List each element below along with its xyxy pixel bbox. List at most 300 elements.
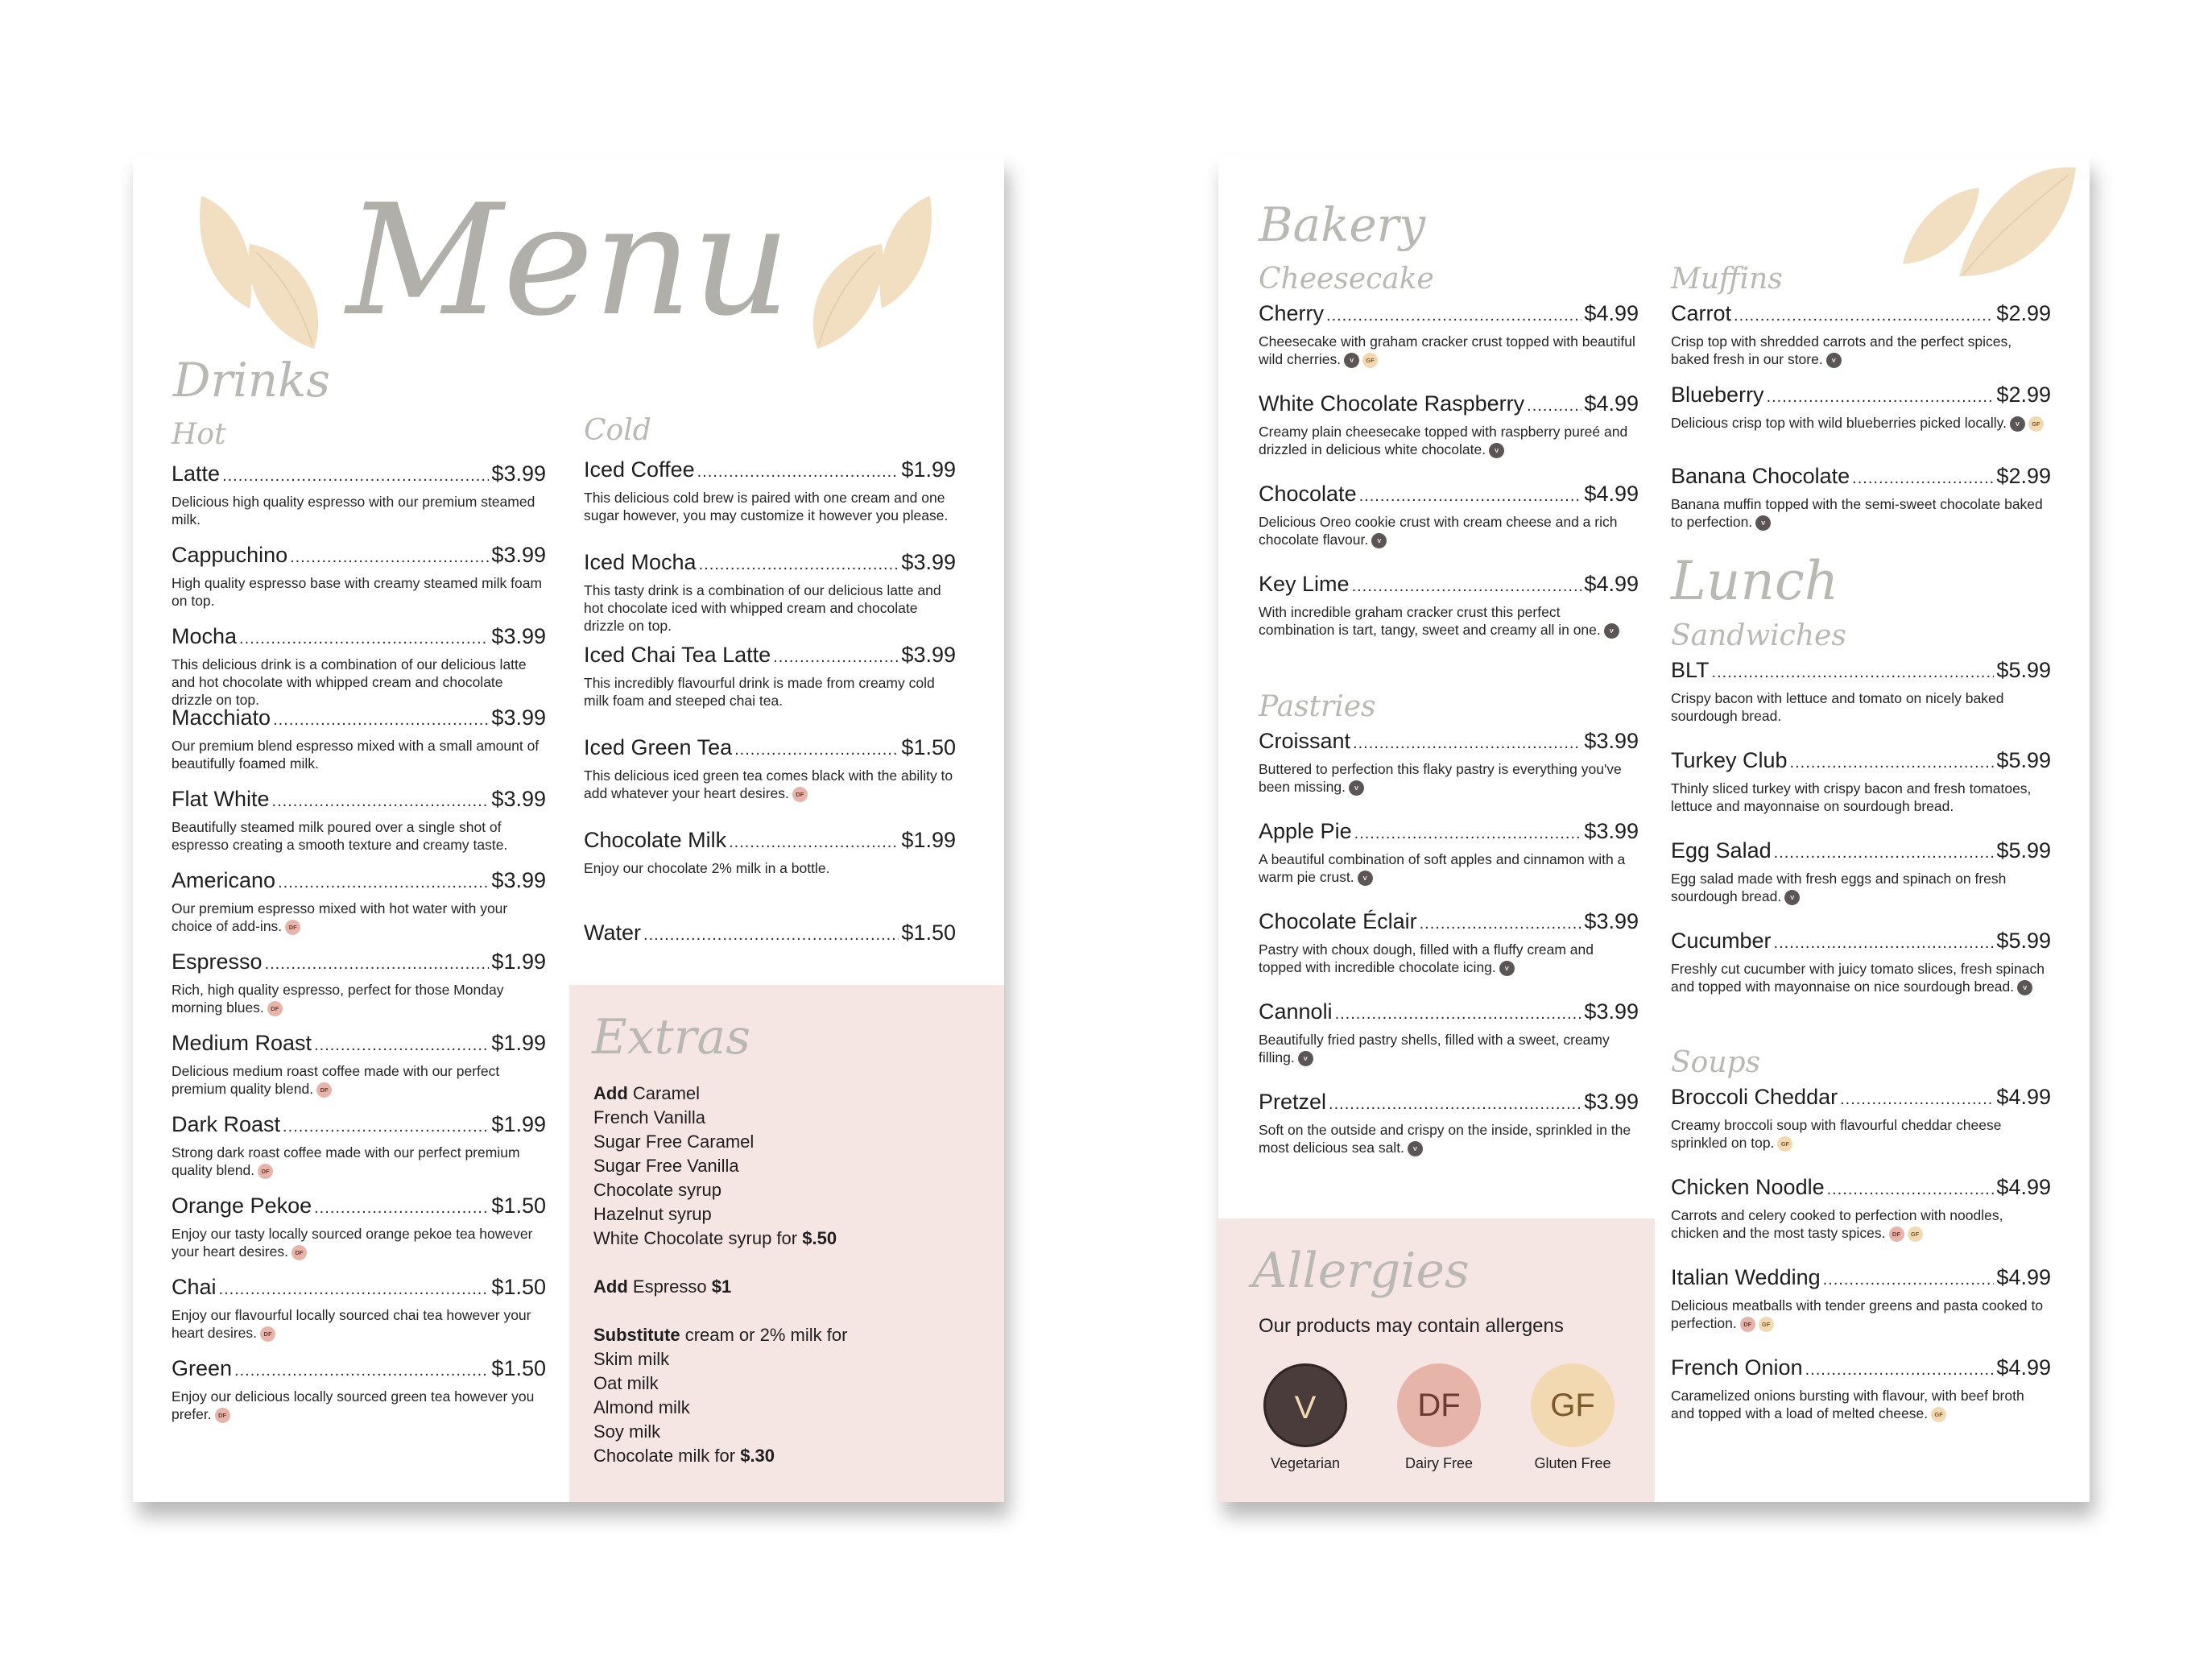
dot-leader [1774, 929, 1995, 957]
item-description [172, 737, 546, 772]
gf-tag-icon: GF [1759, 1317, 1774, 1332]
menu-item-row [172, 1355, 546, 1384]
description-text: This delicious iced green tea comes black with the ability to add whatever your heart desires. [584, 767, 953, 801]
menu-item-row [1671, 927, 2051, 957]
menu-item-row [584, 734, 956, 763]
item-price: $4.99 [1996, 1355, 2051, 1380]
menu-item [584, 456, 956, 524]
item-name: Iced Chai Tea Latte [584, 643, 771, 667]
milk-option: Chocolate milk for [593, 1446, 736, 1466]
dot-leader [1767, 383, 1995, 411]
menu-item-row [172, 623, 546, 652]
lunch-heading: Lunch [1671, 550, 1839, 612]
description-text: Enjoy our chocolate 2% milk in a bottle. [584, 860, 830, 876]
item-description [1259, 513, 1639, 548]
description-text: Pastry with choux dough, filled with a fluffy cream and topped with incredible chocolate icing. [1259, 941, 1594, 975]
menu-item-row [1671, 1083, 2051, 1113]
description-text: Our premium blend espresso mixed with a small amount of beautifully foamed milk. [172, 738, 540, 772]
extra-option: Sugar Free Vanilla [593, 1156, 739, 1176]
item-name: Iced Mocha [584, 550, 697, 574]
item-price: $2.99 [1996, 464, 2051, 488]
description-text: Strong dark roast coffee made with our perfect premium quality blend. [172, 1144, 520, 1178]
menu-item [1671, 381, 2051, 432]
item-price: $1.50 [491, 1275, 546, 1299]
menu-item [1671, 1173, 2051, 1242]
item-price: $3.99 [1584, 909, 1639, 933]
gluten-free-icon: GF [1531, 1363, 1615, 1447]
menu-item [584, 826, 956, 877]
dot-leader [314, 1194, 489, 1222]
item-price: $3.99 [1584, 999, 1639, 1024]
item-price: $4.99 [1996, 1085, 2051, 1109]
description-text: Banana muffin topped with the semi-sweet chocolate baked to perfection. [1671, 496, 2043, 530]
item-description [584, 767, 956, 802]
item-name: Carrot [1671, 301, 1732, 325]
item-price: $2.99 [1996, 383, 2051, 407]
item-description [584, 581, 956, 635]
item-name: Iced Coffee [584, 457, 695, 482]
item-name: Flat White [172, 787, 270, 811]
extra-option: Espresso [632, 1276, 707, 1297]
gf-tag-icon: GF [1908, 1227, 1923, 1242]
menu-item [584, 548, 956, 635]
item-description [1671, 689, 2051, 725]
item-name: Cappuchino [172, 543, 288, 567]
item-price: $3.99 [901, 643, 956, 667]
description-text: This tasty drink is a combination of our delicious latte and hot chocolate iced with whipped cream and chocolate drizzle on top. [584, 582, 941, 634]
menu-item-row [584, 456, 956, 486]
menu-item-row [1671, 1173, 2051, 1203]
menu-item [1671, 300, 2051, 368]
item-price: $3.99 [491, 868, 546, 892]
gf-tag-icon: GF [1931, 1407, 1946, 1422]
add-label: Add [593, 1083, 628, 1103]
vegetarian-icon: V [1263, 1363, 1347, 1447]
df-tag-icon: DF [1889, 1227, 1904, 1242]
leaf-icon [193, 188, 346, 349]
item-name: Medium Roast [172, 1031, 312, 1055]
menu-item [172, 704, 546, 772]
menu-item-row [1671, 747, 2051, 776]
description-text: A beautiful combination of soft apples and cinnamon with a warm pie crust. [1259, 851, 1626, 885]
item-price: $3.99 [491, 787, 546, 811]
item-price: $3.99 [1584, 729, 1639, 753]
item-name: Egg Salad [1671, 838, 1772, 863]
menu-page-drinks [133, 155, 1004, 1502]
v-tag-icon: V [1344, 353, 1359, 368]
description-text: Enjoy our flavourful locally sourced chai tea however your heart desires. [172, 1307, 531, 1341]
item-name: Espresso [172, 949, 263, 974]
menu-item [172, 1273, 546, 1342]
allergies-note: Our products may contain allergens [1259, 1315, 1564, 1337]
dot-leader [773, 643, 899, 671]
item-name: Orange Pekoe [172, 1194, 312, 1218]
dot-leader [1774, 839, 1995, 867]
item-description [1671, 495, 2051, 531]
extra-option: Chocolate syrup [593, 1180, 721, 1200]
menu-item-row [172, 1111, 546, 1140]
menu-item [172, 1192, 546, 1260]
menu-item [172, 1029, 546, 1098]
menu-item-row [172, 1192, 546, 1222]
menu-item [1259, 817, 1639, 886]
cold-heading: Cold [584, 414, 651, 447]
vegetarian-badge [1263, 1363, 1347, 1472]
menu-item [1671, 462, 2051, 531]
milk-option: Skim milk [593, 1349, 670, 1369]
menu-page-food [1218, 155, 2090, 1502]
item-name: Water [584, 921, 642, 945]
gf-tag-icon: GF [2028, 416, 2044, 432]
item-description [1671, 870, 2051, 905]
item-description [1671, 1387, 2051, 1422]
description-text: Freshly cut cucumber with juicy tomato slices, fresh spinach and topped with mayonnaise on nice sourdough bread. [1671, 961, 2045, 995]
item-description [1671, 1116, 2051, 1152]
menu-item-row [1671, 462, 2051, 492]
dot-leader [283, 1113, 489, 1140]
menu-item-row [1671, 837, 2051, 867]
v-tag-icon: V [1784, 890, 1800, 905]
dot-leader [1805, 1356, 1995, 1384]
menu-item-row [584, 548, 956, 578]
item-price: $5.99 [1996, 658, 2051, 682]
item-price: $4.99 [1584, 301, 1639, 325]
extra-price: $1 [711, 1276, 732, 1297]
item-description [1671, 333, 2051, 368]
description-text: Buttered to perfection this flaky pastry is everything you've been missing. [1259, 761, 1622, 795]
item-price: $1.50 [901, 735, 956, 759]
menu-item-row [1259, 1088, 1639, 1118]
item-price: $4.99 [1584, 391, 1639, 416]
item-price: $3.99 [1584, 1090, 1639, 1114]
extras-heading: Extras [592, 1009, 750, 1065]
badge-label: Vegetarian [1270, 1455, 1341, 1471]
drinks-heading: Drinks [173, 353, 331, 408]
item-description [172, 1388, 546, 1423]
badge-label: Dairy Free [1404, 1455, 1473, 1471]
menu-item [584, 734, 956, 802]
badge-label: Gluten Free [1534, 1455, 1611, 1471]
bakery-heading: Bakery [1259, 197, 1426, 252]
v-tag-icon: V [1755, 515, 1771, 531]
description-text: Enjoy our tasty locally sourced orange pekoe tea however your heart desires. [172, 1226, 533, 1260]
item-price: $4.99 [1584, 482, 1639, 506]
menu-item-row [1671, 656, 2051, 686]
substitute-label: Substitute [593, 1325, 680, 1345]
item-name: Turkey Club [1671, 748, 1788, 772]
v-tag-icon: V [1604, 623, 1619, 639]
item-name: Latte [172, 461, 221, 486]
dot-leader [239, 625, 489, 652]
menu-item [1259, 300, 1639, 368]
menu-item-row [1259, 908, 1639, 937]
description-text: Delicious medium roast coffee made with our perfect premium quality blend. [172, 1063, 500, 1097]
item-name: Broccoli Cheddar [1671, 1085, 1838, 1109]
v-tag-icon: V [1499, 961, 1515, 976]
dot-leader [1352, 573, 1582, 600]
item-description [172, 981, 546, 1016]
description-text: Carrots and celery cooked to perfection with noodles, chicken and the most tasty spices. [1671, 1207, 2003, 1241]
menu-item-row [1259, 998, 1639, 1028]
milk-option: Oat milk [593, 1373, 659, 1393]
dot-leader [290, 544, 489, 571]
menu-item [172, 948, 546, 1016]
item-description [172, 900, 546, 935]
item-name: Pretzel [1259, 1090, 1327, 1114]
leaf-icon [1903, 163, 2084, 284]
menu-item [172, 1111, 546, 1179]
item-description [584, 674, 956, 710]
item-name: Croissant [1259, 729, 1351, 753]
dot-leader [1420, 910, 1582, 937]
description-text: With incredible graham cracker crust this perfect combination is tart, tangy, sweet and creamy all in one. [1259, 604, 1601, 638]
dot-leader [1840, 1086, 1994, 1113]
item-price: $1.99 [901, 828, 956, 852]
df-tag-icon: DF [215, 1408, 230, 1423]
dot-leader [314, 1032, 489, 1059]
dot-leader [272, 788, 490, 815]
item-price: $3.99 [901, 550, 956, 574]
soups-heading: Soups [1671, 1046, 1761, 1079]
dot-leader [1790, 749, 1995, 776]
menu-item [1259, 390, 1639, 458]
df-tag-icon: DF [316, 1082, 332, 1098]
item-description [172, 656, 546, 709]
menu-item [1259, 1088, 1639, 1156]
description-text: High quality espresso base with creamy steamed milk foam on top. [172, 575, 543, 609]
dot-leader [1354, 820, 1582, 847]
menu-item-row [172, 1029, 546, 1059]
dot-leader [265, 950, 490, 978]
description-text: Beautifully fried pastry shells, filled with a sweet, creamy filling. [1259, 1032, 1610, 1065]
muffins-heading: Muffins [1671, 263, 1783, 296]
dot-leader [1712, 659, 1995, 686]
item-name: Chocolate [1259, 482, 1357, 506]
description-text: Delicious crisp top with wild blueberries picked locally. [1671, 415, 2007, 431]
item-name: Cucumber [1671, 929, 1772, 953]
item-description [172, 818, 546, 854]
description-text: Egg salad made with fresh eggs and spinach on fresh sourdough bread. [1671, 871, 2007, 904]
v-tag-icon: V [1408, 1141, 1423, 1156]
dot-leader [1852, 465, 1994, 492]
espresso-add-line [593, 1275, 847, 1299]
menu-item-row [1259, 570, 1639, 600]
item-price: $2.99 [1996, 301, 2051, 325]
menu-item [1259, 727, 1639, 796]
description-text: Creamy plain cheesecake topped with raspberry pureé and drizzled in delicious white chocolate. [1259, 424, 1628, 457]
add-label: Add [593, 1276, 628, 1297]
extra-price: $.30 [740, 1446, 775, 1466]
sandwiches-heading: Sandwiches [1671, 619, 1846, 652]
substitute-text: cream or 2% milk for [684, 1325, 848, 1345]
menu-item-row [172, 785, 546, 815]
item-description [584, 489, 956, 524]
item-description [1671, 414, 2051, 432]
item-price: $1.99 [491, 1112, 546, 1136]
menu-item-row [1259, 300, 1639, 329]
menu-item [172, 867, 546, 935]
gluten-free-badge [1531, 1363, 1615, 1472]
item-description [1259, 423, 1639, 458]
item-description [1671, 780, 2051, 815]
dot-leader [1359, 482, 1582, 510]
description-text: Beautifully steamed milk poured over a single shot of espresso creating a smooth texture and creamy taste. [172, 819, 508, 853]
gf-tag-icon: GF [1777, 1136, 1792, 1152]
item-name: Key Lime [1259, 572, 1350, 596]
item-description [172, 1062, 546, 1098]
menu-item [172, 1355, 546, 1423]
df-tag-icon: DF [258, 1164, 273, 1179]
menu-item [1259, 570, 1639, 639]
dot-leader [1734, 302, 1994, 329]
description-text: Delicious high quality espresso with our premium steamed milk. [172, 494, 535, 527]
description-text: Enjoy our delicious locally sourced green tea however you prefer. [172, 1388, 535, 1422]
item-description [1259, 333, 1639, 368]
menu-item [1671, 837, 2051, 905]
menu-item-row [172, 460, 546, 490]
item-name: Americano [172, 868, 276, 892]
item-price: $3.99 [491, 705, 546, 730]
menu-item [1671, 747, 2051, 815]
dot-leader [273, 706, 489, 734]
v-tag-icon: V [1826, 353, 1842, 368]
item-price: $4.99 [1996, 1175, 2051, 1199]
menu-title: Menu [346, 172, 791, 350]
menu-item-row [1671, 1264, 2051, 1293]
menu-item [584, 919, 956, 949]
dairy-free-badge [1397, 1363, 1481, 1472]
dairy-free-icon: DF [1397, 1363, 1481, 1447]
dot-leader [278, 869, 489, 896]
item-name: French Onion [1671, 1355, 1803, 1380]
item-price: $3.99 [491, 543, 546, 567]
item-name: Italian Wedding [1671, 1265, 1821, 1289]
menu-item [172, 785, 546, 854]
dot-leader [1353, 730, 1581, 757]
menu-item [1671, 1264, 2051, 1332]
df-tag-icon: DF [1740, 1317, 1755, 1332]
menu-item [1259, 998, 1639, 1066]
item-name: Chocolate Milk [584, 828, 727, 852]
menu-item [1671, 1083, 2051, 1152]
description-text: This delicious cold brew is paired with one cream and one sugar however, you may customize it however you please. [584, 490, 949, 523]
item-name: Mocha [172, 624, 238, 648]
pastries-heading: Pastries [1259, 690, 1376, 723]
item-name: Banana Chocolate [1671, 464, 1850, 488]
item-price: $3.99 [491, 461, 546, 486]
item-name: Dark Roast [172, 1112, 281, 1136]
v-tag-icon: V [1298, 1051, 1313, 1066]
menu-item [172, 623, 546, 709]
df-tag-icon: DF [260, 1326, 275, 1342]
dot-leader [219, 1276, 490, 1303]
description-text: Caramelized onions bursting with flavour, with beef broth and topped with a load of melted cheese. [1671, 1388, 2024, 1421]
substitute-line [593, 1323, 847, 1347]
v-tag-icon: V [2017, 980, 2032, 995]
item-description [172, 1225, 546, 1260]
description-text: Crisp top with shredded carrots and the perfect spices, baked fresh in our store. [1671, 333, 2012, 367]
menu-item [172, 460, 546, 528]
menu-item-row [1259, 480, 1639, 510]
menu-item [1671, 656, 2051, 725]
item-description [172, 493, 546, 528]
gf-tag-icon: GF [1362, 353, 1378, 368]
item-description [1259, 603, 1639, 639]
item-description [1671, 1206, 2051, 1242]
df-tag-icon: DF [792, 787, 808, 802]
item-price: $1.99 [491, 949, 546, 974]
description-text: Crispy bacon with lettuce and tomato on nicely baked sourdough bread. [1671, 690, 2004, 724]
dot-leader [222, 462, 489, 490]
extras-panel [569, 985, 1004, 1502]
dot-leader [729, 829, 899, 856]
dot-leader [643, 921, 899, 949]
menu-item [1671, 927, 2051, 995]
item-price: $4.99 [1996, 1265, 2051, 1289]
allergies-panel [1218, 1218, 1655, 1502]
item-description [1259, 850, 1639, 886]
item-description [172, 574, 546, 610]
item-name: Cannoli [1259, 999, 1333, 1024]
v-tag-icon: V [1371, 533, 1387, 548]
extras-add-line [593, 1082, 847, 1106]
v-tag-icon: V [2010, 416, 2025, 432]
item-price: $1.99 [901, 457, 956, 482]
dot-leader [1329, 1090, 1581, 1118]
milk-price-line [593, 1444, 847, 1468]
description-text: Soft on the outside and crispy on the inside, sprinkled in the most delicious sea salt. [1259, 1122, 1631, 1156]
extra-option: Caramel [632, 1083, 701, 1103]
extra-option: Hazelnut syrup [593, 1204, 712, 1224]
menu-item [1259, 908, 1639, 976]
extra-option: Sugar Free Caramel [593, 1132, 755, 1152]
dot-leader [1827, 1176, 1995, 1203]
milk-option: Almond milk [593, 1397, 690, 1417]
item-price: $1.50 [491, 1194, 546, 1218]
menu-item-row [1671, 1354, 2051, 1384]
v-tag-icon: V [1349, 780, 1364, 796]
dot-leader [1326, 302, 1581, 329]
item-name: Chai [172, 1275, 217, 1299]
menu-item-row [584, 641, 956, 671]
item-name: Apple Pie [1259, 819, 1352, 843]
item-description [172, 1306, 546, 1342]
dot-leader [1823, 1266, 1995, 1293]
hot-heading: Hot [172, 418, 226, 451]
description-text: Delicious Oreo cookie crust with cream cheese and a rich chocolate flavour. [1259, 514, 1618, 548]
item-name: Cherry [1259, 301, 1325, 325]
dot-leader [697, 458, 899, 486]
dot-leader [699, 551, 899, 578]
menu-item-row [172, 948, 546, 978]
menu-item [1259, 480, 1639, 548]
menu-item-row [172, 1273, 546, 1303]
description-text: Cheesecake with graham cracker crust topped with beautiful wild cherries. [1259, 333, 1635, 367]
item-price: $5.99 [1996, 748, 2051, 772]
item-price: $1.99 [491, 1031, 546, 1055]
item-price: $5.99 [1996, 838, 2051, 863]
menu-item-row [584, 826, 956, 856]
description-text: This incredibly flavourful drink is made from creamy cold milk foam and steeped chai tea. [584, 675, 935, 709]
menu-item-row [1259, 817, 1639, 847]
menu-item [172, 541, 546, 610]
item-price: $3.99 [491, 624, 546, 648]
item-price: $3.99 [1584, 819, 1639, 843]
menu-item [1671, 1354, 2051, 1422]
dot-leader [234, 1357, 489, 1384]
leaf-icon [785, 188, 938, 349]
v-tag-icon: V [1358, 871, 1373, 886]
